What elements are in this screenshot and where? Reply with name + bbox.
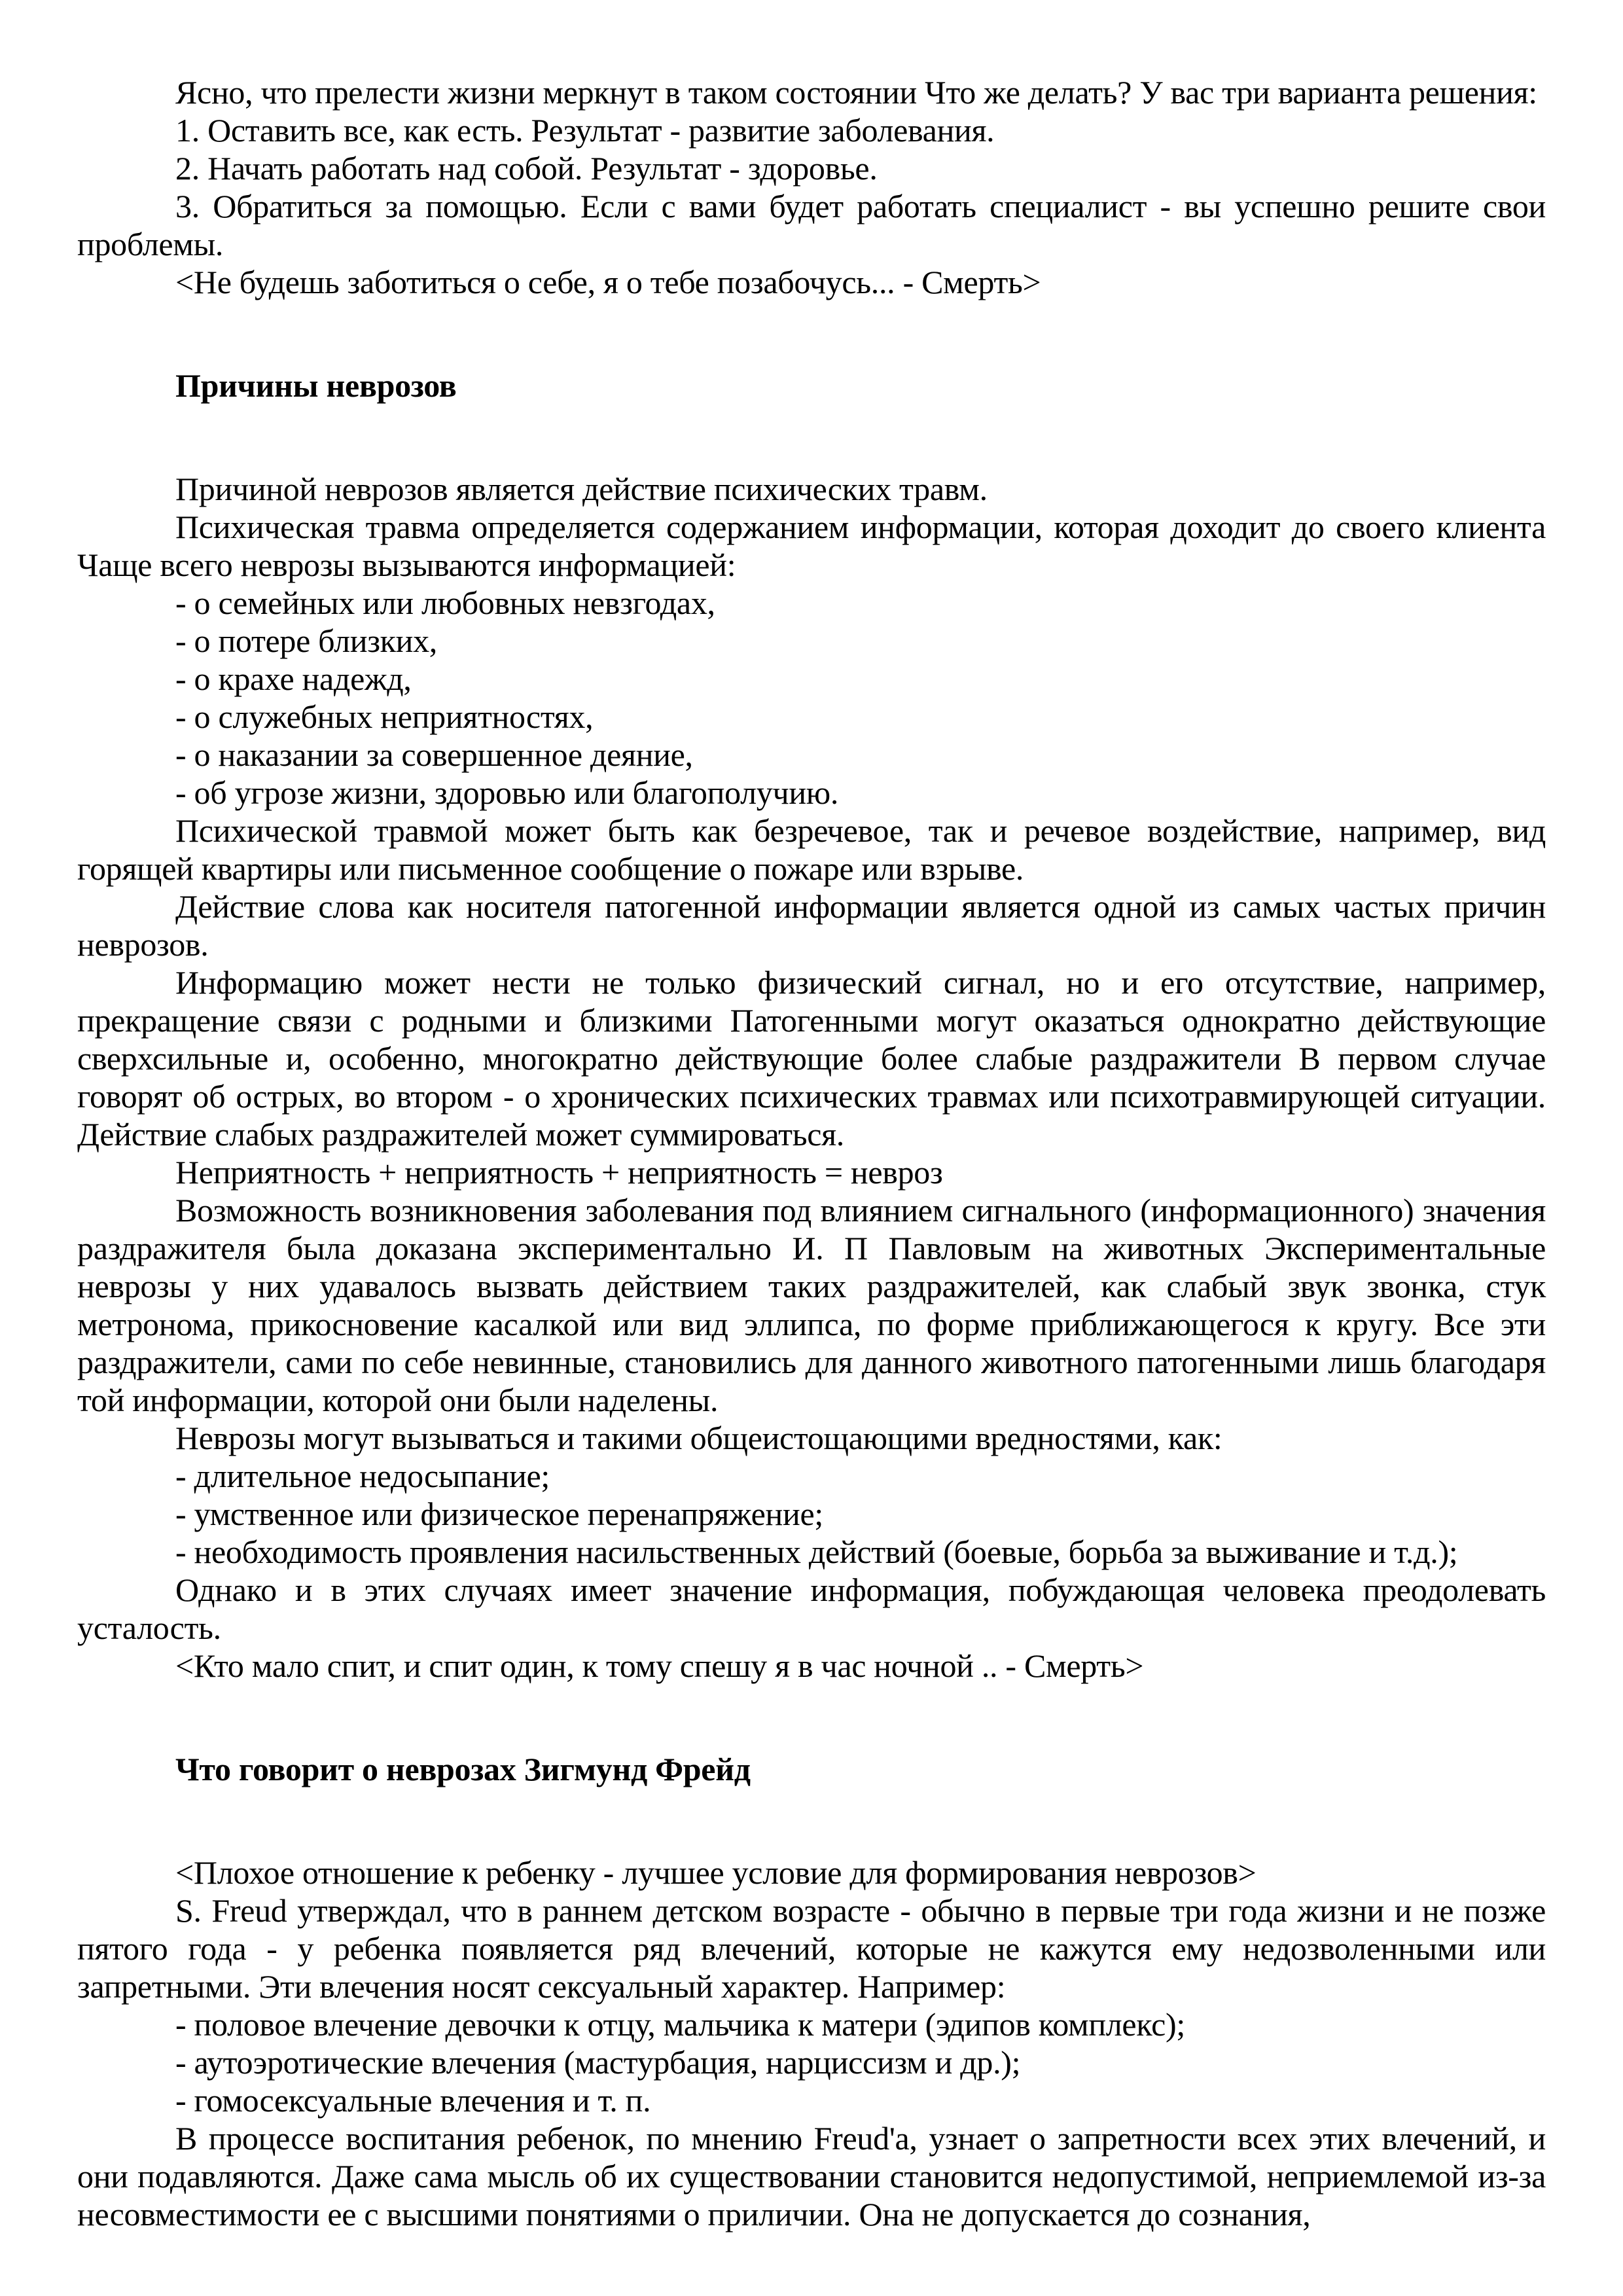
para-cause-trauma: Причиной неврозов является действие психических травм. [175,471,988,507]
para-exhausting-factors: Неврозы могут вызываться и такими общеистощающими вредностями, как: [175,1420,1222,1456]
quote-bad-attitude: <Плохое отношение к ребенку - лучшее условие для формирования неврозов> [175,1854,1257,1891]
para-suppression: В процессе воспитания ребенок, по мнению Freud'a, узнает о запретности всех этих влечений, и они подавляются. Даже сама мысль об их существовании становится недопустимой, неприемлемой из-за несовместимости ее с высшими понятиями о приличии. Она не допускается до сознания, [77,2120,1546,2233]
factor-sleep-deprivation: - длительное недосыпание; [175,1458,550,1494]
info-list-work-troubles: - о служебных неприятностях, [175,698,594,735]
death-aphorism-2: <Кто мало спит, и спит один, к тому спешу я в час ночной .. - Смерть> [175,1647,1144,1684]
info-list-loss: - о потере близких, [175,622,437,659]
info-list-threat: - об угрозе жизни, здоровью или благополучию. [175,774,839,811]
intro-paragraph: Ясно, что прелести жизни меркнут в таком состоянии Что же делать? У вас три варианта решения: [175,74,1537,111]
drive-autoerotic: - аутоэротические влечения (мастурбация, нарциссизм и др.); [175,2044,1021,2081]
info-list-family: - о семейных или любовных невзгодах, [175,584,715,621]
para-trauma-information: Психическая травма определяется содержанием информации, которая доходит до своего клиента Чаще всего неврозы вызываются информацией: [77,509,1546,583]
heading-freud-on-neuroses: Что говорит о неврозах Зигмунд Фрейд [175,1751,751,1787]
death-aphorism-1: <Не будешь заботиться о себе, я о тебе позабочусь... - Смерть> [175,264,1041,300]
para-word-pathogenic: Действие слова как носителя патогенной информации является одной из самых частых причин неврозов. [77,888,1546,963]
para-information-significance: Однако и в этих случаях имеет значение информация, побуждающая человека преодолевать усталость. [77,1571,1546,1646]
drive-oedipus: - половое влечение девочки к отцу, мальчика к матери (эдипов комплекс); [175,2006,1185,2043]
info-list-punishment: - о наказании за совершенное деяние, [175,736,693,773]
drive-homosexual: - гомосексуальные влечения и т. п. [175,2082,651,2119]
info-list-hopes: - о крахе надежд, [175,660,412,697]
formula-neurosis: Неприятность + неприятность + неприятность = невроз [175,1154,943,1191]
para-signal-absence: Информацию может нести не только физический сигнал, но и его отсутствие, например, прекращение связи с родными и близкими Патогенными могут оказаться однократно действующие сверхсильные и, особенно, многократно действующие более слабые раздражители В первом случае говорят об острых, во втором - о хронических психических травмах или психотравмирующей ситуации. Действие слабых раздражителей может суммироваться. [77,964,1546,1153]
factor-overstrain: - умственное или физическое перенапряжение; [175,1496,823,1532]
para-pavlov-experiments: Возможность возникновения заболевания под влиянием сигнального (информационного) значения раздражителя была доказана экспериментально И. П Павловым на животных Экспериментальные неврозы у них удавалось вызвать действием таких раздражителей, как слабый звук звонка, стук метронома, прикосновение касалкой или вид эллипса, по форме приближающегося к кругу. Все эти раздражители, сами по себе невинные, становились для данного животного патогенными лишь благодаря той информации, которой они были наделены. [77,1192,1546,1418]
heading-causes-of-neuroses: Причины неврозов [175,367,457,404]
para-freud-drives: S. Freud утверждал, что в раннем детском возрасте - обычно в первые три года жизни и не позже пятого года - у ребенка появляется ряд влечений, которые не кажутся ему недозволенными или запретными. Эти влечения носят сексуальный характер. Например: [77,1892,1546,2005]
para-speech-nonspeech: Психической травмой может быть как безречевое, так и речевое воздействие, например, вид горящей квартиры или письменное сообщение о пожаре или взрыве. [77,812,1546,887]
option-seek-help: 3. Обратиться за помощью. Если с вами будет работать специалист - вы успешно решите свои проблемы. [77,188,1546,262]
option-leave-as-is: 1. Оставить все, как есть. Результат - развитие заболевания. [175,112,995,149]
factor-violent-actions: - необходимость проявления насильственных действий (боевые, борьба за выживание и т.д.); [175,1534,1458,1570]
option-work-on-self: 2. Начать работать над собой. Результат - здоровье. [175,150,878,187]
